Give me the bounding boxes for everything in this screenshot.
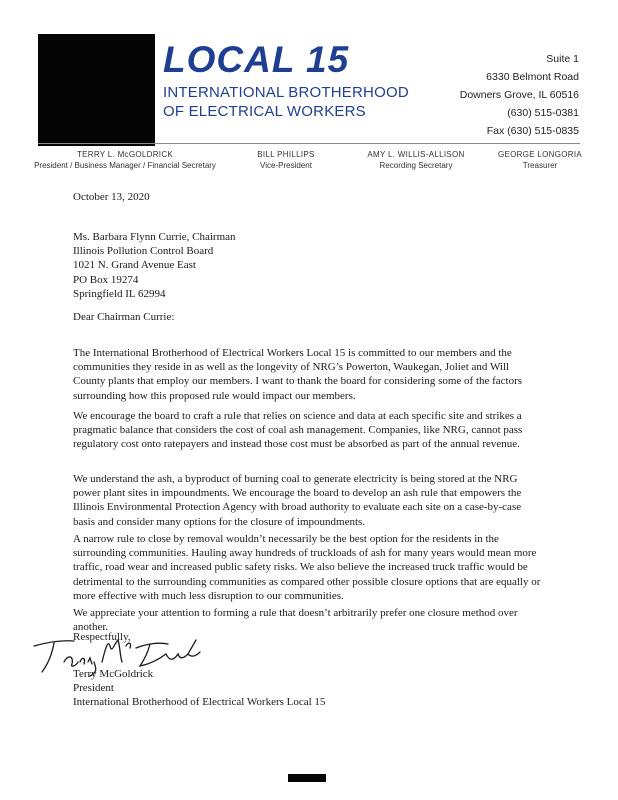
recipient-line: 1021 N. Grand Avenue East <box>73 259 196 272</box>
fax-number: Fax (630) 515-0835 <box>486 125 579 137</box>
salutation: Dear Chairman Currie: <box>73 311 175 323</box>
officer-name: AMY L. WILLIS-ALLISON <box>367 150 465 159</box>
letterhead-address <box>460 50 579 140</box>
body-paragraph: We encourage the board to craft a rule that relies on science and data at each specific site and strikes a pragmatic balance that considers the cost of coal ash management. Companies, like NRG, cannot pass regulatory cost onto ratepayers and instead those cost must be absorbed as part of the annual revenue. <box>73 410 523 451</box>
closing: Respectfully, <box>73 631 131 643</box>
letterhead-divider <box>38 143 580 144</box>
body-paragraph: We understand the ash, a byproduct of burning coal to generate electricity is being stored at the NRG power plant sites in impoundments. We encourage the board to develop an ash rule that empowers the Illinois Environmental Protection Agency with broad authority to evaluate each site on a case-by-case basis and consider many options for the closure of impoundments. <box>73 473 522 528</box>
recipient-line: Springfield IL 62994 <box>73 287 166 300</box>
phone-number: (630) 515-0381 <box>507 107 579 119</box>
recipient-line: PO Box 19274 <box>73 273 139 286</box>
org-name: LOCAL 15 <box>163 39 350 80</box>
signer-block <box>73 667 543 710</box>
address-line: 6330 Belmont Road <box>486 71 579 83</box>
body-paragraph: The International Brotherhood of Electrical Workers Local 15 is committed to our members and the communities they reside in as well as the longevity of NRG’s Powerton, Waukegan, Joliet and Will County plants that employ our members. I want to thank the board for considering some of the factors surrounding how this proposed rule would impact our members. <box>73 347 523 402</box>
signer-organization: International Brotherhood of Electrical Workers Local 15 <box>73 696 326 709</box>
officer-title: President / Business Manager / Financial Secretary <box>34 161 216 170</box>
org-name-line-2: OF ELECTRICAL WORKERS <box>163 103 366 120</box>
officer-vice-president <box>236 149 336 171</box>
officer-name: TERRY L. McGOLDRICK <box>76 150 174 159</box>
officer-title: Recording Secretary <box>379 161 453 170</box>
body-paragraph: We appreciate your attention to forming a rule that doesn’t arbitrarily prefer one closure method over another. <box>73 607 518 634</box>
org-name-line-1: INTERNATIONAL BROTHERHOOD <box>163 84 409 101</box>
recipient-line: Illinois Pollution Control Board <box>73 245 214 258</box>
signer-title: President <box>73 682 114 695</box>
address-line: Suite 1 <box>546 53 579 65</box>
recipient-address <box>73 230 543 301</box>
letter-date: October 13, 2020 <box>73 191 150 203</box>
officer-president <box>30 149 220 171</box>
logo-mark <box>38 34 155 146</box>
officer-name: BILL PHILLIPS <box>257 150 315 159</box>
officer-title: Treasurer <box>522 161 558 170</box>
officer-name: GEORGE LONGORIA <box>497 150 583 159</box>
body-paragraph: A narrow rule to close by removal wouldn’t necessarily be the best option for the residents in the surrounding communities. Hauling away hundreds of truckloads of ash for many years would mean more traffic, road wear and increased public safety risks. We also believe the increased truck traffic would be detrimental to the surrounding communities as compared other possible closure options that are equally or more effective with much less disruption to our communities. <box>73 533 541 602</box>
redaction-bar <box>288 774 326 782</box>
officer-treasurer <box>490 149 590 171</box>
officer-title: Vice-President <box>260 161 312 170</box>
signer-name: Terry McGoldrick <box>73 668 154 680</box>
recipient-line: Ms. Barbara Flynn Currie, Chairman <box>73 231 236 243</box>
address-line: Downers Grove, IL 60516 <box>459 89 579 101</box>
officer-recording-secretary <box>356 149 476 171</box>
